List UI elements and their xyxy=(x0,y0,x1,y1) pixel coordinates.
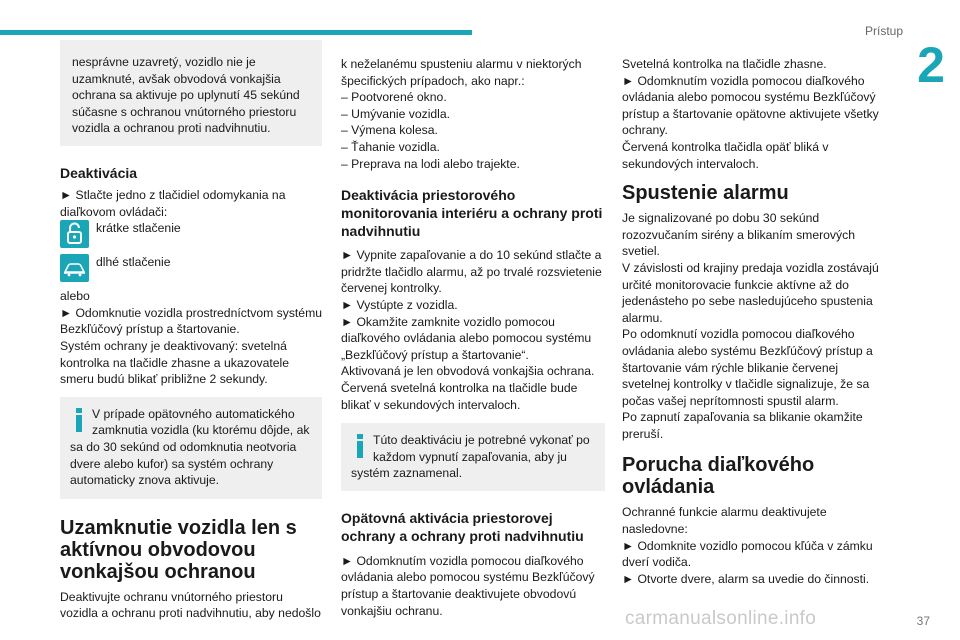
info-first-text: V prípade opätovného automatického zamknutia vozidla (ku ktorému dôjde, ak xyxy=(92,406,310,438)
info-first-text-2: Túto deaktiváciu je potrebné vykonať po každom vypnutí zapaľovania, aby ju xyxy=(373,433,590,464)
info-first-2 xyxy=(351,432,595,465)
lock-heading: Uzamknutie vozidla len s aktívnou obvodovou vonkajšou ochranou xyxy=(60,516,297,583)
col3-paragraph-2: Je signalizované po dobu 30 sekúnd rozozvučaním sirény a blikaním smerových svetiel. V závislosti od krajiny predaja vozidla zostávajú určité monitorovacie funkcie aktívne až do jedenásteho po sebe nasledujúceho spustenia alarmu. Po odomknutí vozidla pomocou diaľkového ovládania alebo systému Bezkľúčový prístup a štartovanie vám rýchle blikanie červenej svetelnej kontrolky v tlačidle signalizuje, že sa počas vašej neprítomnosti spustil alarm. Po zapnutí zapaľovania sa blikanie okamžite preruší. xyxy=(622,211,879,441)
deactivation-step-2: alebo ► Odomknutie vozidla prostredníctvom systému Bezkľúčový prístup a štartovanie. Systém ochrany je deaktivovaný: svetelná kontrolka na tlačidle zhasne a ukazovatele smeru budú blikať približne 2 sekundy. xyxy=(60,289,323,387)
column-1 xyxy=(60,40,322,622)
lock-paragraph: Deaktivujte ochranu vnútorného priestoru vozidla a ochranu proti nadvihnutiu, aby nedošlo xyxy=(60,589,321,621)
info-icon xyxy=(354,434,366,458)
info-icon xyxy=(73,408,85,432)
deactivation-step-1: ► Stlačte jedno z tlačidiel odomykania na diaľkovom ovládači: xyxy=(60,188,286,219)
info-box-2 xyxy=(341,423,605,491)
col3-heading-1: Spustenie alarmu xyxy=(622,182,789,205)
watermark: carmanualsonline.info xyxy=(625,608,817,629)
note-box xyxy=(60,40,322,146)
col2-heading-1: Deaktivácia priestorového monitorovania interiéru a ochrany proti nadvihnutiu xyxy=(341,187,603,240)
col3-paragraph-1: Svetelná kontrolka na tlačidle zhasne. ► Odomknutím vozidla pomocou diaľkového ovládania alebo pomocou systému Bezkľúčový prístup a štartovanie opätovne aktivujete všetky ochrany. Červená kontrolka tlačidla opäť bliká v sekundových intervaloch. xyxy=(622,57,879,171)
section-title: Prístup xyxy=(864,24,903,38)
col2-heading-2: Opätovná aktivácia priestorovej ochrany a ochrany proti nadvihnutiu xyxy=(341,509,584,544)
col2-paragraph-1: k neželanému spusteniu alarmu v niektorých špecifických prípadoch, ako napr.: – Pootvorené okno. – Umývanie vozidla. – Výmena kolesa. – Ťahanie vozidla. – Preprava na lodi alebo trajekte. xyxy=(341,57,582,171)
long-press-row xyxy=(60,254,322,286)
car-headlight-icon xyxy=(60,254,89,282)
deactivation-heading: Deaktivácia xyxy=(60,165,138,181)
info-rest-text-2: systém zaznamenal. xyxy=(351,466,463,481)
col3-heading-2: Porucha diaľkového ovládania xyxy=(622,454,815,499)
info-rest-text: sa do 30 sekúnd od odomknutia neotvoria dvere alebo kufor) sa systém ochrany automaticky znova aktivuje. xyxy=(70,439,297,488)
col3-paragraph-3: Ochranné funkcie alarmu deaktivujete nasledovne: ► Odomknite vozidlo pomocou kľúča v zámku dverí vodiča. ► Otvorte dvere, alarm sa uvedie do činnosti. xyxy=(622,505,873,586)
column-2 xyxy=(341,40,605,619)
short-press-label: krátke stlačenie xyxy=(96,221,181,236)
info-box xyxy=(60,397,322,499)
info-first xyxy=(70,406,312,439)
note-box-text: nesprávne uzavretý, vozidlo nie je uzamknuté, avšak obvodová vonkajšia ochrana sa aktivuje po uplynutí 45 sekúnd súčasne s ochranou vnútorného priestoru vozidla a ochranou proti nadvihnutiu. xyxy=(72,55,300,136)
col2-paragraph-3: ► Odomknutím vozidla pomocou diaľkového ovládania alebo pomocou systému Bezkľúčový prístup a štartovanie deaktivujete obvodovú vonkajšiu ochranu. xyxy=(341,553,595,618)
short-press-row xyxy=(60,220,322,252)
header-accent-bar xyxy=(0,30,472,35)
chapter-number: 2 xyxy=(917,37,945,93)
col2-paragraph-2: ► Vypnite zapaľovanie a do 10 sekúnd stlačte a pridržte tlačidlo alarmu, až po trvalé rozsvietenie červenej kontrolky. ► Vystúpte z vozidla. ► Okamžite zamknite vozidlo pomocou diaľkového ovládania alebo pomocou systému „Bezkľúčový prístup a štartovanie“. Aktivovaná je len obvodová vonkajšia ochrana. Červená svetelná kontrolka na tlačidle bude blikať v sekundových intervaloch. xyxy=(341,248,602,412)
column-3 xyxy=(622,40,888,587)
padlock-open-icon xyxy=(60,220,89,248)
page-number: 37 xyxy=(916,614,930,628)
long-press-label: dlhé stlačenie xyxy=(96,255,171,270)
